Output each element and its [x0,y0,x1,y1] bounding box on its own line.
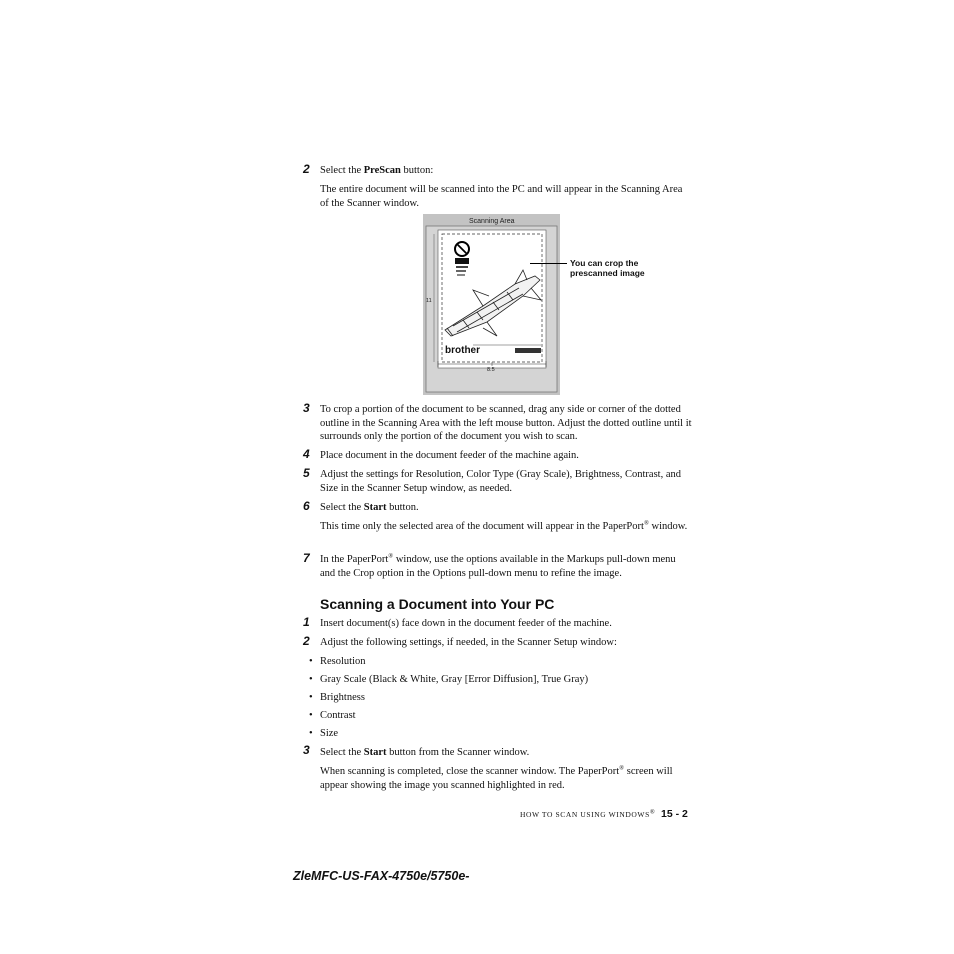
document-id: ZleMFC-US-FAX-4750e/5750e- [293,869,470,883]
section-heading: Scanning a Document into Your PC [320,596,555,612]
list-item: Brightness [320,692,365,703]
step-number: 5 [303,466,310,480]
callout-leader-line [530,263,567,264]
figure-callout: You can crop the prescanned image [570,258,645,278]
list-item: Gray Scale (Black & White, Gray [Error Diffusion], True Gray) [320,674,589,685]
figure-title: Scanning Area [469,218,515,225]
final-note: When scanning is completed, close the scanner window. The PaperPort® screen will appear showing the image you scanned highlighted in red. [320,764,673,791]
start-note: This time only the selected area of the document will appear in the PaperPort® window. [320,519,688,532]
side-ruler-label: 11 [426,298,432,304]
step-number: 7 [303,551,310,565]
step-number: 2 [303,634,310,648]
step-text: Select the Start button from the Scanner window. [320,747,530,758]
list-item: Contrast [320,710,356,721]
scanning-area-figure [423,214,560,395]
step-text: In the PaperPort® window, use the options available in the Markups pull-down menu and the Crop option in the Options pull-down menu to refine the image. [320,552,676,579]
running-footer: HOW TO SCAN USING WINDOWS® [520,808,656,819]
bullet-dot: • [309,710,313,721]
list-item: Size [320,728,339,739]
bullet-dot: • [309,692,313,703]
step-text: Adjust the settings for Resolution, Color Type (Gray Scale), Brightness, Contrast, and Size in the Scanner Setup window, as needed. [320,469,681,494]
step-number: 1 [303,615,310,629]
prescan-note: The entire document will be scanned into the PC and will appear in the Scanning Area of the Scanner window. [320,184,683,209]
ruler-label: 8.5 [487,367,495,373]
brand-logo: brother [445,345,480,356]
bullet-dot: • [309,728,313,739]
bullet-dot: • [309,674,313,685]
step-text: To crop a portion of the document to be scanned, drag any side or corner of the dotted outline in the Scanning Area with the left mouse button. Adjust the dotted outline until it surrounds only the portion of the document you wish to scan. [320,404,692,442]
page-number: 15 - 2 [661,808,688,820]
step-number: 6 [303,499,310,513]
step-text: Adjust the following settings, if needed, in the Scanner Setup window: [320,637,617,648]
step-number: 3 [303,743,310,757]
step-text: Place document in the document feeder of the machine again. [320,450,579,461]
step-number: 4 [303,447,310,461]
step-text: Select the PreScan button: [320,165,434,176]
step-text: Insert document(s) face down in the document feeder of the machine. [320,618,612,629]
bullet-dot: • [309,656,313,667]
step-text: Select the Start button. [320,502,419,513]
step-number: 3 [303,401,310,415]
step-number: 2 [303,162,310,176]
list-item: Resolution [320,656,366,667]
